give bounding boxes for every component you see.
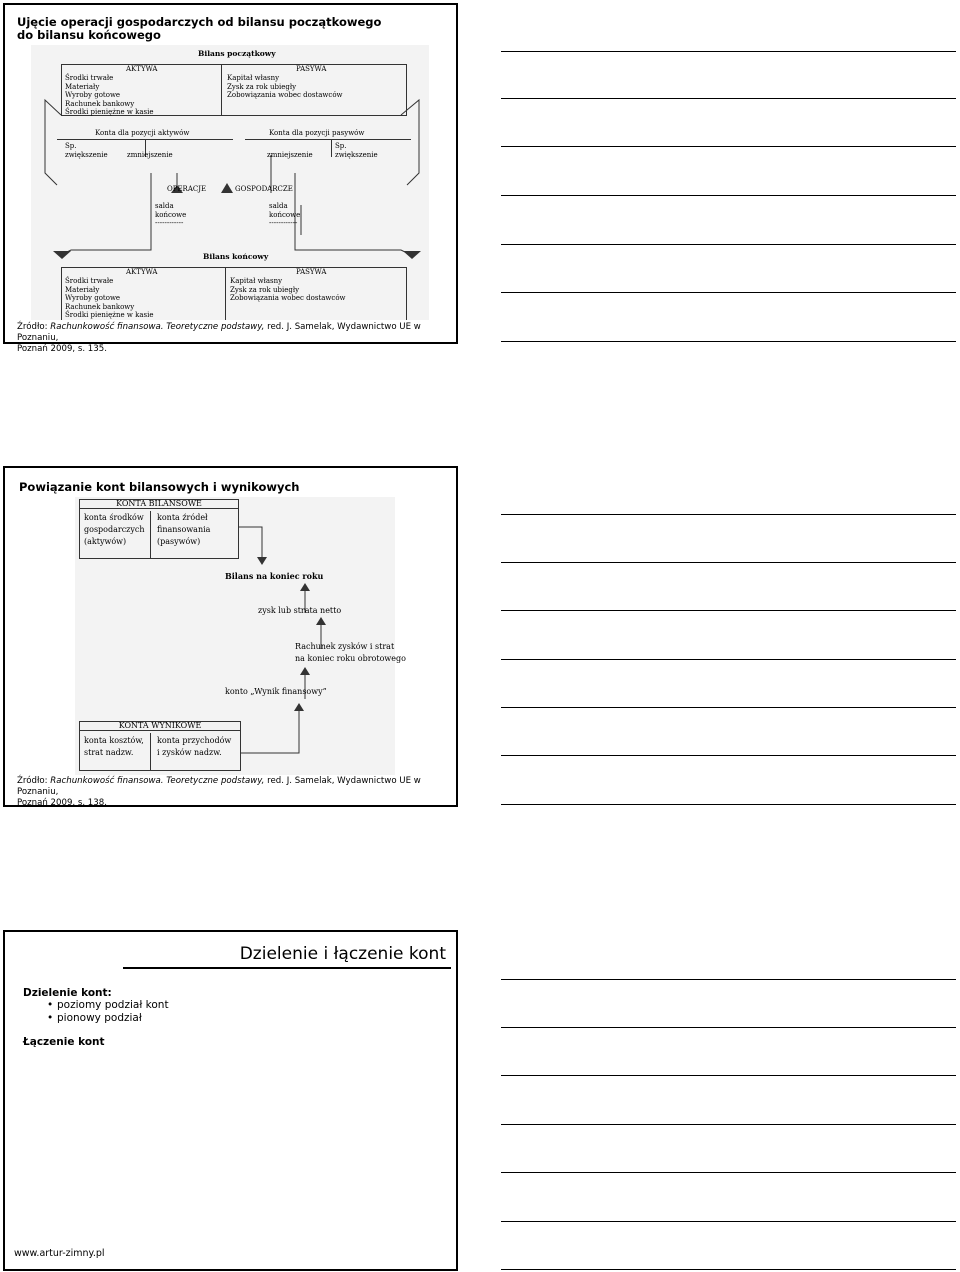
slide-1: [3, 3, 458, 354]
text-line: finansowania: [157, 525, 211, 534]
text-line: konta środków: [84, 513, 144, 522]
note-line: [501, 146, 956, 147]
slide-3: [3, 930, 458, 1271]
title-line-1: Ujęcie operacji gospodarczych od bilansu początkowego: [17, 15, 382, 29]
source-title: Rachunkowość finansowa. Teoretyczne podstawy,: [50, 776, 265, 786]
source-rest: red. J. Samelak, Wydawnictwo UE w Poznaniu,: [17, 776, 421, 797]
asset-item: Środki pieniężne w kasie: [65, 108, 154, 116]
note-line: [501, 562, 956, 563]
net-result-label: zysk lub strata netto: [258, 606, 342, 615]
asset-item: Materiały: [65, 82, 100, 91]
asset-item: Wyroby gotowe: [65, 91, 121, 99]
bullet-list: [47, 999, 169, 1025]
result-accounts-header: KONTA WYNIKOWE: [79, 721, 241, 731]
liabilities-header: PASYWA: [296, 268, 327, 276]
sp-label: Sp.: [335, 142, 347, 150]
note-line: [501, 244, 956, 245]
source-label: Źródło:: [17, 322, 48, 332]
asset-item: Środki pieniężne w kasie: [65, 311, 154, 319]
source-label: Źródło:: [17, 776, 48, 786]
note-line: [501, 1027, 956, 1028]
source-rest: red. J. Samelak, Wydawnictwo UE w Poznaniu,: [17, 322, 421, 343]
asset-item: Materiały: [65, 285, 100, 294]
note-line: [501, 51, 956, 52]
scanned-diagram: [31, 45, 429, 320]
liability-list: [230, 277, 346, 303]
liability-item: Zysk za rok ubiegły: [227, 82, 297, 91]
note-line: [501, 195, 956, 196]
slide-title: [17, 16, 381, 42]
slide-2: [3, 466, 458, 807]
source-line-2: Poznań 2009, s. 135.: [17, 344, 107, 354]
title-underline: [123, 967, 451, 969]
source-title: Rachunkowość finansowa. Teoretyczne podstawy,: [50, 322, 265, 332]
liability-list: [227, 74, 343, 100]
asset-item: Środki trwałe: [65, 277, 114, 285]
text-line: na koniec roku obrotowego: [295, 654, 406, 663]
note-line: [501, 707, 956, 708]
footer-url: www.artur-zimny.pl: [14, 1248, 105, 1259]
section-heading: Łączenie kont: [23, 1036, 105, 1048]
source-citation: [17, 776, 456, 809]
final-balance-left: [155, 202, 186, 228]
text-line: konta źródeł: [157, 513, 208, 522]
financial-result-label: konto „Wynik finansowy”: [225, 687, 327, 696]
liability-item: Zobowiązania wobec dostawców: [227, 91, 343, 99]
asset-item: Środki trwałe: [65, 74, 114, 82]
increase-label: zwiększenie: [65, 150, 108, 159]
profit-loss-statement: [295, 641, 406, 665]
liabilities-header: PASYWA: [296, 65, 327, 73]
text-line: gospodarczych: [84, 525, 145, 534]
cost-accounts: [84, 735, 144, 759]
t-left-debit: [65, 142, 108, 159]
text-line: Rachunek zysków i strat: [295, 642, 395, 651]
final-balance-right: [269, 202, 300, 228]
note-line: [501, 341, 956, 342]
note-line: [501, 755, 956, 756]
saldo-label: salda: [269, 202, 288, 210]
liability-accounts-label: Konta dla pozycji pasywów: [269, 129, 365, 137]
note-line: [501, 804, 956, 805]
note-line: [501, 292, 956, 293]
t-right-credit: [335, 142, 378, 159]
asset-list: [65, 74, 153, 117]
slide-title: Dzielenie i łączenie kont: [239, 944, 446, 964]
liability-item: Kapitał własny: [230, 277, 283, 285]
assets-header: AKTYWA: [126, 268, 158, 276]
text-line: i zysków nadzw.: [157, 748, 222, 757]
liability-accounts: [157, 512, 210, 548]
asset-item: Rachunek bankowy: [65, 99, 135, 108]
asset-item: Rachunek bankowy: [65, 302, 135, 311]
note-line: [501, 98, 956, 99]
note-line: [501, 979, 956, 980]
title-line-2: do bilansu końcowego: [17, 28, 161, 42]
list-item: • poziomy podział kont: [47, 999, 169, 1012]
note-line: [501, 514, 956, 515]
text-line: konta przychodów: [157, 736, 232, 745]
revenue-accounts: [157, 735, 231, 759]
final-label: końcowe: [155, 210, 187, 219]
divider: [150, 733, 151, 771]
note-line: [501, 1221, 956, 1222]
list-item: • pionowy podział: [47, 1012, 169, 1025]
text-line: (aktywów): [84, 537, 127, 546]
asset-accounts: [84, 512, 145, 548]
final-label: końcowe: [269, 210, 301, 219]
asset-list: [65, 277, 153, 320]
decrease-label: zmniejszenie: [127, 151, 173, 159]
divider: [221, 64, 222, 116]
divider: [331, 139, 332, 157]
text-line: (pasywów): [157, 537, 201, 546]
scanned-diagram: [75, 497, 406, 775]
balance-accounts-header: KONTA BILANSOWE: [79, 499, 239, 509]
assets-header: AKTYWA: [126, 65, 158, 73]
increase-label: zwiększenie: [335, 150, 378, 159]
note-line: [501, 610, 956, 611]
asset-item: Wyroby gotowe: [65, 294, 121, 302]
source-citation: [17, 322, 456, 355]
dashes: ------------: [269, 219, 298, 227]
text-line: konta kosztów,: [84, 736, 144, 745]
liability-item: Zysk za rok ubiegły: [230, 285, 300, 294]
note-line: [501, 1075, 956, 1076]
slide-title: Powiązanie kont bilansowych i wynikowych: [19, 480, 300, 494]
note-line: [501, 1124, 956, 1125]
opening-balance-label: Bilans początkowy: [198, 49, 276, 58]
sp-label: Sp.: [65, 142, 77, 150]
note-line: [501, 659, 956, 660]
decrease-label: zmniejszenie: [267, 151, 313, 159]
liability-item: Kapitał własny: [227, 74, 280, 82]
operations-label: OPERACJE: [167, 185, 207, 193]
closing-balance-label: Bilans końcowy: [203, 252, 269, 261]
section-heading: Dzielenie kont:: [23, 987, 112, 999]
divider: [150, 511, 151, 559]
divider: [225, 267, 226, 320]
dashes: ------------: [155, 219, 184, 227]
saldo-label: salda: [155, 202, 174, 210]
liability-item: Zobowiązania wobec dostawców: [230, 294, 346, 302]
note-line: [501, 1269, 956, 1270]
source-line-2: Poznań 2009, s. 138.: [17, 798, 107, 808]
economic-label: GOSPODARCZE: [235, 185, 293, 193]
year-end-balance-label: Bilans na koniec roku: [225, 571, 324, 581]
note-line: [501, 1172, 956, 1173]
asset-accounts-label: Konta dla pozycji aktywów: [95, 129, 190, 137]
text-line: strat nadzw.: [84, 748, 134, 757]
